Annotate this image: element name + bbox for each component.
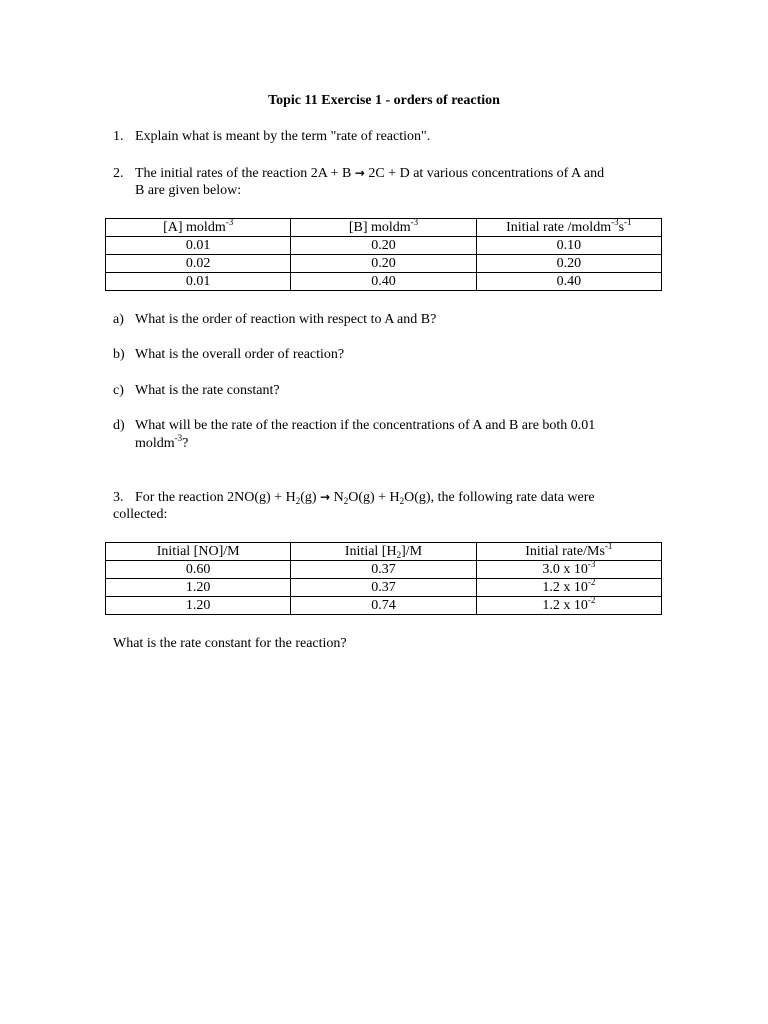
table-cell: 1.2 x $10^{-2}$ [476,579,661,597]
question-3-final: What is the rate constant for the reaction? [113,636,347,651]
question-2-text-before-arrow: The initial rates of the reaction 2A + B [135,166,352,181]
table-cell: 0.20 [291,255,476,273]
table-header-row [106,219,662,237]
question-3-number: 3. [113,490,124,505]
table-row [106,561,662,579]
question-2-line-2: B are given below: [135,183,242,198]
table-header-cell: Initial rate/$Ms^{-1}$ [476,543,661,561]
rates-table-1 [105,218,662,291]
table-cell: 0.40 [476,273,661,291]
table-cell: 0.37 [291,561,476,579]
part-text: What is the rate constant? [135,383,280,398]
rates-table-2 [105,542,662,615]
table-cell: 0.02 [106,255,291,273]
question-2a [113,311,436,329]
table-cell: 0.20 [291,237,476,255]
question-2c [113,382,280,400]
table-row [106,255,662,273]
table-cell: 0.37 [291,579,476,597]
table-cell: 0.60 [106,561,291,579]
question-1-text: Explain what is meant by the term "rate of reaction". [135,129,431,144]
question-2-text-after-arrow: 2C + D at various concentrations of A and [368,166,605,181]
question-3-line-2: collected: [113,507,168,522]
question-2-line-1 [113,164,604,183]
table-header-cell: [B] moldm$^{-3}$ [291,219,476,237]
table-cell: 0.10 [476,237,661,255]
page-title: Topic 11 Exercise 1 - orders of reaction [268,93,500,108]
part-label: c) [113,383,124,398]
question-2d-line-2: moldm$^{-3}$? [135,433,189,451]
table-header-cell: Initial rate $/moldm^{-3}s^{-1}$ [476,219,661,237]
table-header-cell: Initial $[H_2]/M$ [291,543,476,561]
part-text: What will be the rate of the reaction if the concentrations of A and B are both 0.01 [135,418,596,433]
part-label: a) [113,312,124,327]
table-cell: 1.20 [106,579,291,597]
table-cell: 1.2 x $10^{-2}$ [476,597,661,615]
part-label: b) [113,347,125,362]
reaction-arrow-icon: → [320,490,331,504]
question-2-number: 2. [113,166,124,181]
question-1 [113,128,430,146]
question-2d [113,417,595,435]
table-row [106,237,662,255]
question-1-number: 1. [113,129,124,144]
table-cell: 0.01 [106,237,291,255]
part-text: What is the order of reaction with respect to A and B? [135,312,437,327]
table-cell: 0.20 [476,255,661,273]
reaction-arrow-icon: → [354,166,365,180]
table-cell: 0.40 [291,273,476,291]
table-row [106,597,662,615]
table-row [106,579,662,597]
question-3-line-1: 3. For the reaction $2NO(g) + H_2(g) \to N_2O(g) + H_2O(g)$, the following rate data were [113,490,595,506]
table-cell: 1.20 [106,597,291,615]
table-cell: 0.74 [291,597,476,615]
part-text: What is the overall order of reaction? [135,347,345,362]
table-header-row [106,543,662,561]
table-header-cell: [A] moldm$^{-3}$ [106,219,291,237]
part-label: d) [113,418,125,433]
question-2b [113,346,344,364]
table-row [106,273,662,291]
table-cell: 0.01 [106,273,291,291]
table-header-cell: Initial [NO]/M [106,543,291,561]
table-cell: 3.0 x $10^{-3}$ [476,561,661,579]
